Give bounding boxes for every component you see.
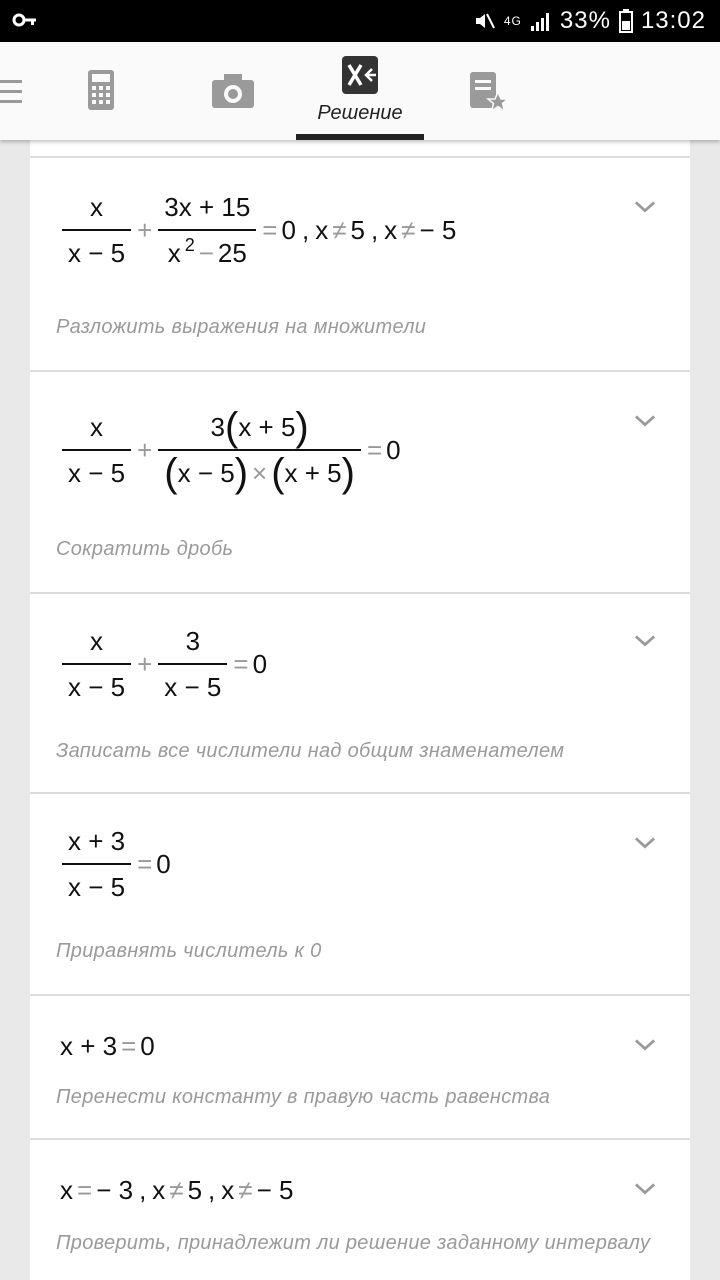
step-card-2[interactable] [30, 372, 690, 594]
mute-icon [472, 9, 496, 33]
chevron-down-icon[interactable] [634, 414, 656, 428]
step-hint: Приравнять числитель к 0 [56, 940, 322, 962]
menu-icon[interactable] [0, 78, 22, 106]
step-card-4[interactable] [30, 794, 690, 996]
step-5-expression: x + 3 = 0 [60, 1030, 155, 1061]
tab-solution-label: Решение [317, 102, 403, 124]
active-tab-indicator [296, 134, 424, 140]
calculator-icon[interactable] [88, 70, 114, 110]
fraction: 3x + 15 x $^2$ − 25 [158, 190, 256, 270]
step-2-expression: $\frac{x}{x - 5}$ + 3 ( x + 5 ) ( x − 5 ) × ( x + 5 ) = 0 [60, 410, 401, 490]
solution-steps [30, 140, 690, 1280]
camera-icon[interactable] [212, 74, 254, 108]
signal-icon [530, 10, 552, 32]
step-hint: Проверить, принадлежит ли решение заданному интервалу [56, 1232, 651, 1254]
step-hint: Записать все числители над общим знаменателем [56, 740, 565, 762]
tab-solution[interactable] [296, 42, 424, 140]
chevron-down-icon[interactable] [634, 1038, 656, 1052]
fraction: $\frac{3}{x - 5}$ [158, 624, 227, 704]
saved-icon[interactable] [468, 72, 508, 112]
chevron-down-icon[interactable] [634, 634, 656, 648]
fraction: $\frac{x + 3}{x - 5}$ [62, 824, 131, 904]
step-card-5[interactable] [30, 996, 690, 1140]
step-1-expression: $\frac{x}{x - 5}$ + 3x + 15 x $^2$ − 25 = 0 , x ≠ 5 , x ≠ − 5 [60, 190, 456, 270]
clock: 13:02 [640, 7, 706, 34]
app-bar [0, 42, 720, 140]
battery-icon [619, 9, 633, 33]
fraction: 3 ( x + 5 ) ( x − 5 ) × ( x + 5 ) [158, 410, 361, 490]
fraction: $\frac{x}{x - 5}$ [62, 190, 131, 270]
previous-step-card [30, 140, 690, 158]
status-bar [0, 0, 720, 42]
fraction: $\frac{x}{x - 5}$ [62, 410, 131, 490]
key-icon [12, 9, 38, 31]
step-hint: Сократить дробь [56, 538, 234, 560]
fraction: $\frac{x}{x - 5}$ [62, 624, 131, 704]
step-card-3[interactable] [30, 594, 690, 794]
chevron-down-icon[interactable] [634, 200, 656, 214]
solution-icon [342, 56, 378, 94]
step-4-expression: $\frac{x + 3}{x - 5}$ = 0 [60, 824, 171, 904]
step-3-expression: $\frac{x}{x - 5}$ + $\frac{3}{x - 5}$ = 0 [60, 624, 267, 704]
step-6-expression: x = − 3 , x ≠ 5 , x ≠ − 5 [60, 1174, 294, 1205]
chevron-down-icon[interactable] [634, 836, 656, 850]
battery-percent: 33% [559, 7, 611, 34]
chevron-down-icon[interactable] [634, 1182, 656, 1196]
step-hint: Перенести константу в правую часть равенства [56, 1086, 551, 1108]
network-type: 4G [503, 14, 522, 28]
step-hint: Разложить выражения на множители [56, 316, 427, 338]
step-card-1[interactable] [30, 158, 690, 372]
step-card-6[interactable] [30, 1140, 690, 1280]
